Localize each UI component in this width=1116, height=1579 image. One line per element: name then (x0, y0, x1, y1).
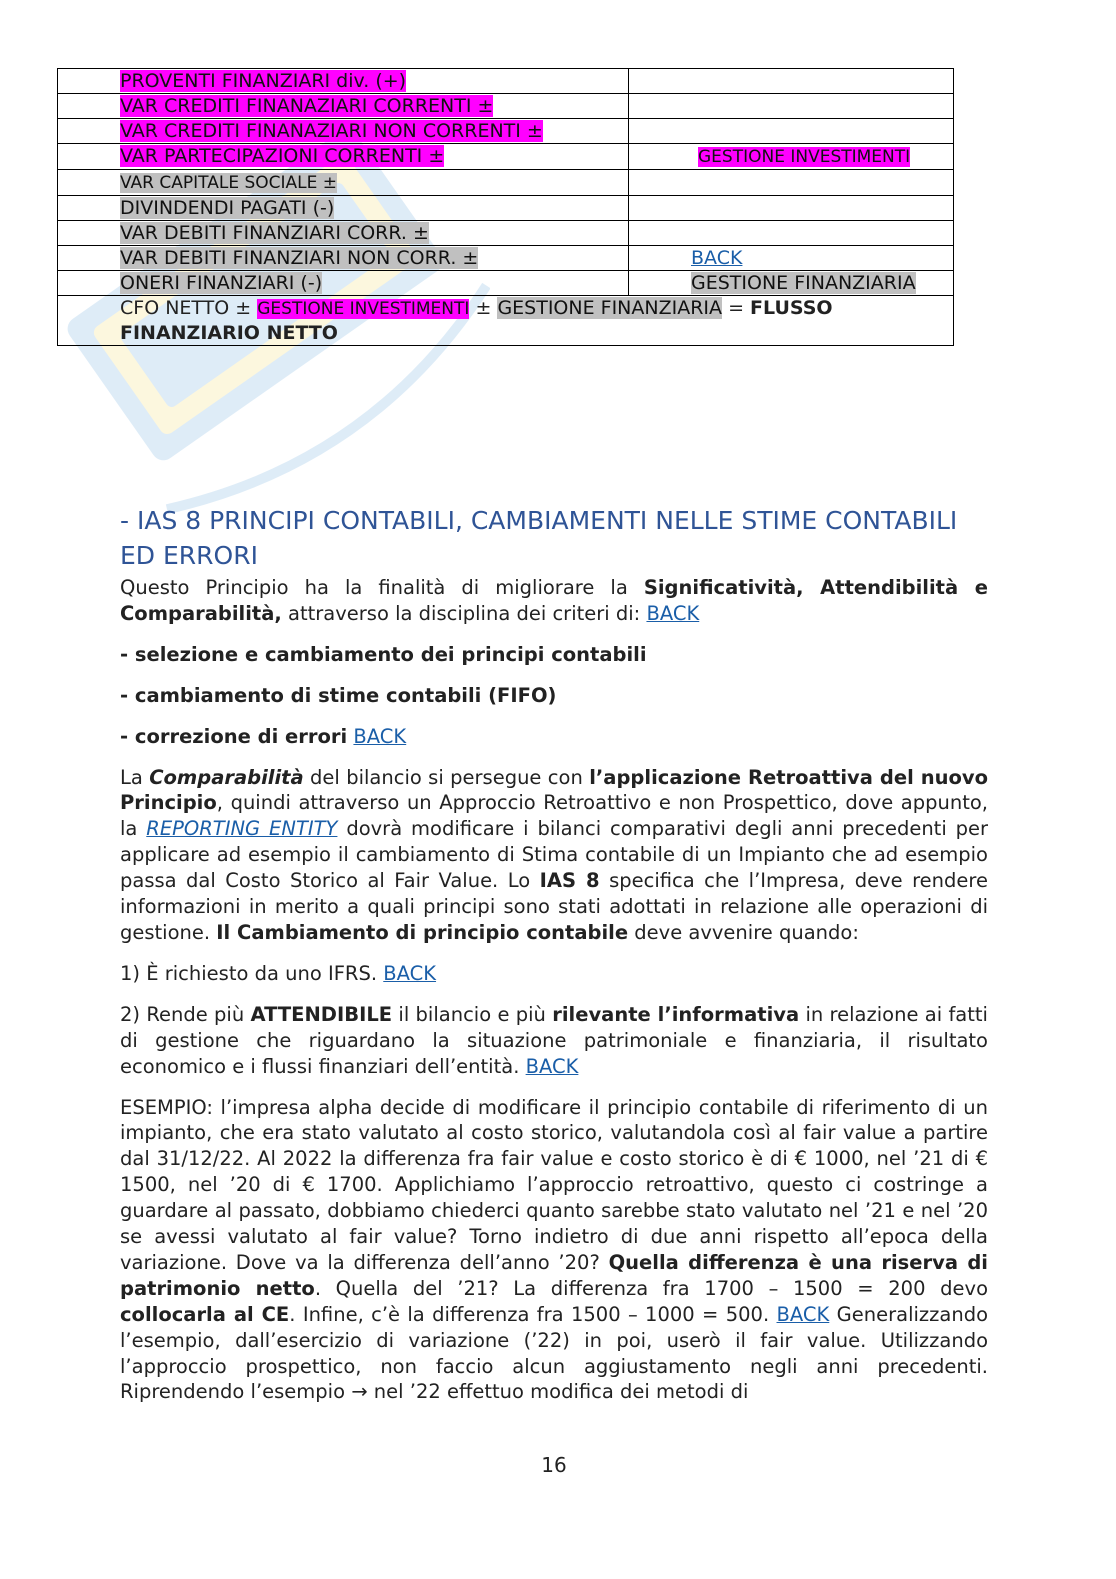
comp-bold-italic: Comparabilità (149, 765, 304, 789)
intro-bold: Significatività, Attendibilità e Comparabilità, (120, 576, 989, 625)
back-link-point-2[interactable]: BACK (525, 1054, 579, 1078)
cash-flow-table (57, 68, 954, 346)
bullet-stime: - cambiamento di stime contabili (FIFO) (120, 683, 557, 707)
intro-text-2: attraverso la disciplina dei criteri di: (288, 601, 641, 625)
bullet-selezione: - selezione e cambiamento dei principi contabili (120, 642, 647, 666)
main-content (120, 503, 988, 1405)
row-var-debiti-fin-non-corr: VAR DEBITI FINANZIARI NON CORR. ± (120, 247, 479, 269)
comp-bold-1: l’applicazione Retroattiva del nuovo Principio (120, 765, 988, 815)
row-dividendi-pagati: DIVINDENDI PAGATI (-) (120, 197, 335, 219)
point-1 (120, 961, 988, 987)
row-var-capitale-sociale: VAR CAPITALE SOCIALE ± (120, 173, 338, 193)
comp-text-0: La (120, 765, 143, 789)
page-number: 16 (541, 1453, 567, 1477)
row-proventi-finanziari: PROVENTI FINANZIARI div. (+) (120, 70, 407, 92)
point-2-text-3: in relazione ai fatti di gestione che riguardano la situazione patrimoniale e finanziaria, il risultato economico e i flussi finanziari dell’entità. (120, 1002, 988, 1078)
comp-text-3: dovrà modificare i bilanci comparativi degli anni precedenti per applicare ad esempio il cambiamento di Stima contabile di un Impianto che ad esempio passa dal Costo Storico al Fair Value. Lo (120, 817, 989, 893)
comp-bold-ias8: IAS 8 (539, 869, 600, 893)
esempio-text-3: . Infine, c’è la differenza fra 1500 – 1000 = 500. (289, 1302, 770, 1326)
esempio-text-4: Generalizzando l’esempio, dall’esercizio di variazione (’22) in poi, userò il fair value. Utilizzando l’approccio prospettico, non faccio alcun aggiustamento negli anni precedenti. Riprendendo l’esempio (120, 1302, 989, 1404)
reporting-entity-link[interactable]: REPORTING ENTITY (146, 817, 338, 841)
summary-cfo: CFO NETTO ± (120, 297, 252, 319)
bullet-errori: - correzione di errori (120, 724, 348, 748)
row-var-crediti-fin-non-correnti: VAR CREDITI FINANAZIARI NON CORRENTI ± (120, 120, 543, 142)
comp-text-4: specifica che l’Impresa, deve rendere informazioni in merito a quali principi sono stati adottati in relazione alle operazioni di gestione. (120, 869, 988, 944)
summary-flusso-finanziario-netto: FLUSSO FINANZIARIO NETTO (120, 297, 833, 344)
summary-gestione-finanziaria: GESTIONE FINANZIARIA (497, 297, 723, 319)
gestione-investimenti-label: GESTIONE INVESTIMENTI (698, 147, 911, 167)
comp-text-1: del bilancio si persegue con (310, 765, 583, 789)
comp-text-2: , quindi attraverso un Approccio Retroattivo e non Prospettico, dove appunto, la (120, 791, 988, 841)
back-link-point-1[interactable]: BACK (383, 961, 437, 985)
esempio-paragraph (120, 1095, 988, 1406)
comp-bold-3: Il Cambiamento di principio contabile (216, 920, 629, 944)
esempio-text-5: nel ’22 effettuo modifica dei metodi di (373, 1380, 749, 1404)
back-link-table[interactable]: BACK (691, 247, 743, 269)
summary-plus-minus: ± (475, 297, 492, 319)
esempio-text-1: ESEMPIO: l’impresa alpha decide di modificare il principio contabile di riferimento di un impianto, che era stato valutato al costo storico, valutandola così al fair value a partire dal 31/12/22. Al 2022 la differenza fra fair value e costo storico è di € 1000, nel ’21 di € 1500, nel ’20 di € 1700. Applichiamo l’approccio retroattivo, questo ci costringe a guardare al passato, dobbiamo chiederci quanto sarebbe stato valutato nel ’21 e nel ’20 se avessi valutato al fair value? Torno indietro di due anni rispetto all’epoca della variazione. Dove va la differenza dell’anno ’20? (120, 1095, 988, 1274)
esempio-bold-1: Quella differenza è una riserva di patrimonio netto (120, 1250, 988, 1300)
intro-text: Questo Principio ha la finalità di migliorare la (120, 576, 628, 599)
point-2 (120, 1002, 988, 1080)
point-2-bold-1: ATTENDIBILE (250, 1002, 393, 1026)
summary-equals: = (728, 297, 744, 319)
summary-gestione-investimenti: GESTIONE INVESTIMENTI (257, 299, 470, 319)
comp-text-5: deve avvenire quando: (634, 920, 859, 944)
esempio-bold-2: collocarla al CE (120, 1302, 290, 1326)
section-heading: - IAS 8 PRINCIPI CONTABILI, CAMBIAMENTI NELLE STIME CONTABILI ED ERRORI (120, 506, 958, 570)
point-1-text: 1) È richiesto da uno IFRS. (120, 961, 378, 985)
back-link-errori[interactable]: BACK (353, 724, 407, 748)
point-2-text-2: il bilancio e più (398, 1002, 546, 1026)
intro-paragraph (120, 575, 988, 627)
row-var-debiti-fin-corr: VAR DEBITI FINANZIARI CORR. ± (120, 222, 429, 244)
point-2-bold-2: rilevante l’informativa (552, 1002, 800, 1026)
point-2-text-1: 2) Rende più (120, 1002, 245, 1026)
row-oneri-finanziari: ONERI FINANZIARI (-) (120, 272, 323, 294)
back-link-intro[interactable]: BACK (646, 601, 700, 625)
gestione-finanziaria-label: GESTIONE FINANZIARIA (691, 272, 916, 294)
comparabilita-paragraph (120, 765, 988, 946)
row-var-crediti-fin-correnti: VAR CREDITI FINANAZIARI CORRENTI ± (120, 95, 494, 117)
arrow-right-icon: → (351, 1380, 368, 1404)
back-link-esempio[interactable]: BACK (776, 1302, 830, 1326)
bullet-errori-line (120, 724, 988, 750)
esempio-text-2: . Quella del ’21? La differenza fra 1700 – 1500 = 200 devo (314, 1276, 988, 1300)
row-var-partecipazioni-correnti: VAR PARTECIPAZIONI CORRENTI ± (120, 145, 445, 167)
summary-row (58, 296, 954, 346)
